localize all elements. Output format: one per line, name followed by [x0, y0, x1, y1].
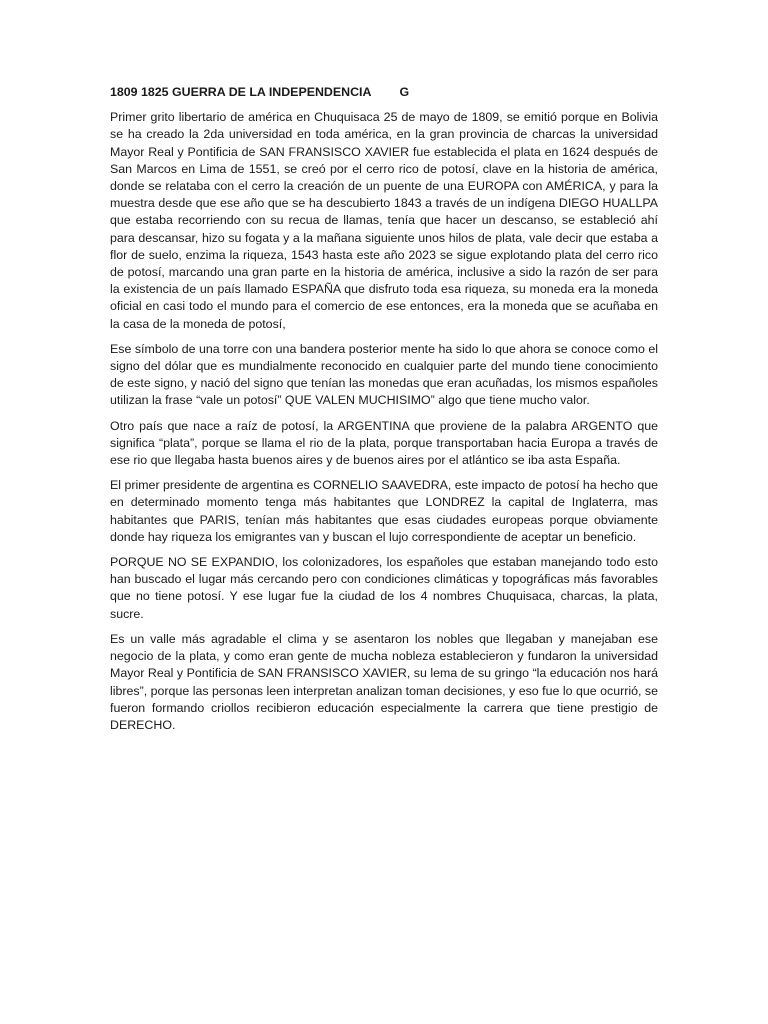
title-suffix: G [399, 85, 410, 99]
title-text: 1809 1825 GUERRA DE LA INDEPENDENCIA [110, 85, 372, 99]
paragraph-2: Ese símbolo de una torre con una bandera posterior mente ha sido lo que ahora se conoce como el signo del dólar que es mundialmente reconocido en cualquier parte del mundo tiene conocimiento de este signo, y nació del signo que tenían las monedas que eran acuñadas, los mismos españoles utilizan la frase “vale un potosí” QUE VALEN MUCHISIMO” algo que tiene mucho valor. [110, 341, 658, 408]
paragraph-1: Primer grito libertario de américa en Chuquisaca 25 de mayo de 1809, se emitió porque en Bolivia se ha creado la 2da universidad en toda américa, en la gran provincia de charcas la universidad Mayor Real y Pontificia de SAN FRANSISCO XAVIER fue establecida el plata en 1624 después de San Marcos en Lima de 1551, se creó por el cerro rico de potosí, clave en la historia de américa, donde se relataba con el cerro la creación de un puente de una EUROPA con AMÉRICA, y para la muestra desde que ese año que se ha descubierto 1843 a través de un indígena DIEGO HUALLPA que estaba recorriendo con su recua de llamas, tenía que hacer un descanso, se estableció ahí para descansar, hizo su fogata y a la mañana siguiente unos hilos de plata, vale decir que estaba a flor de suelo, enzima la riqueza, 1543 hasta este año 2023 se sigue explotando plata del cerro rico de potosí, marcando una gran parte en la historia de américa, inclusive a sido la razón de ser para la existencia de un país llamado ESPAÑA que disfruto toda esa riqueza, su moneda era la moneda oficial en casi todo el mundo para el comercio de ese entonces, era la moneda que se acuñaba en la casa de la moneda de potosí, [110, 110, 658, 331]
paragraph-5: PORQUE NO SE EXPANDIO, los colonizadores, los españoles que estaban manejando todo esto han buscado el lugar más cercando pero con condiciones climáticas y topográficas más favorables que no tiene potosí. Y ese lugar fue la ciudad de los 4 nombres Chuquisaca, charcas, la plata, sucre. [110, 555, 658, 621]
document-body [110, 84, 658, 742]
paragraph-6: Es un valle más agradable el clima y se asentaron los nobles que llegaban y manejaban ese negocio de la plata, y como eran gente de mucha nobleza establecieron y fundaron la universidad Mayor Real y Pontificia de SAN FRANSISCO XAVIER, su lema de su gringo “la educación nos hará libres”, porque las personas leen interpretan analizan toman decisiones, y eso fue lo que ocurrió, se fueron formando criollos recibieron educación especialmente la carrera que tiene prestigio de DERECHO. [110, 631, 658, 732]
paragraph-3: Otro país que nace a raíz de potosí, la ARGENTINA que proviene de la palabra ARGENTO que significa “plata”, porque se llama el rio de la plata, porque transportaban hacia Europa a través de ese rio que llegaba hasta buenos aires y de buenos aires por el atlántico se iba asta España. [110, 418, 658, 468]
document-title [110, 84, 658, 101]
paragraph-4: El primer presidente de argentina es CORNELIO SAAVEDRA, este impacto de potosí ha hecho que en determinado momento tenga más habitantes que LONDREZ la capital de Inglaterra, mas habitantes que PARIS, tenían más habitantes que esas ciudades europeas porque obviamente donde hay riqueza los emigrantes van y buscan el lujo correspondiente de aceptar un beneficio. [110, 478, 659, 544]
